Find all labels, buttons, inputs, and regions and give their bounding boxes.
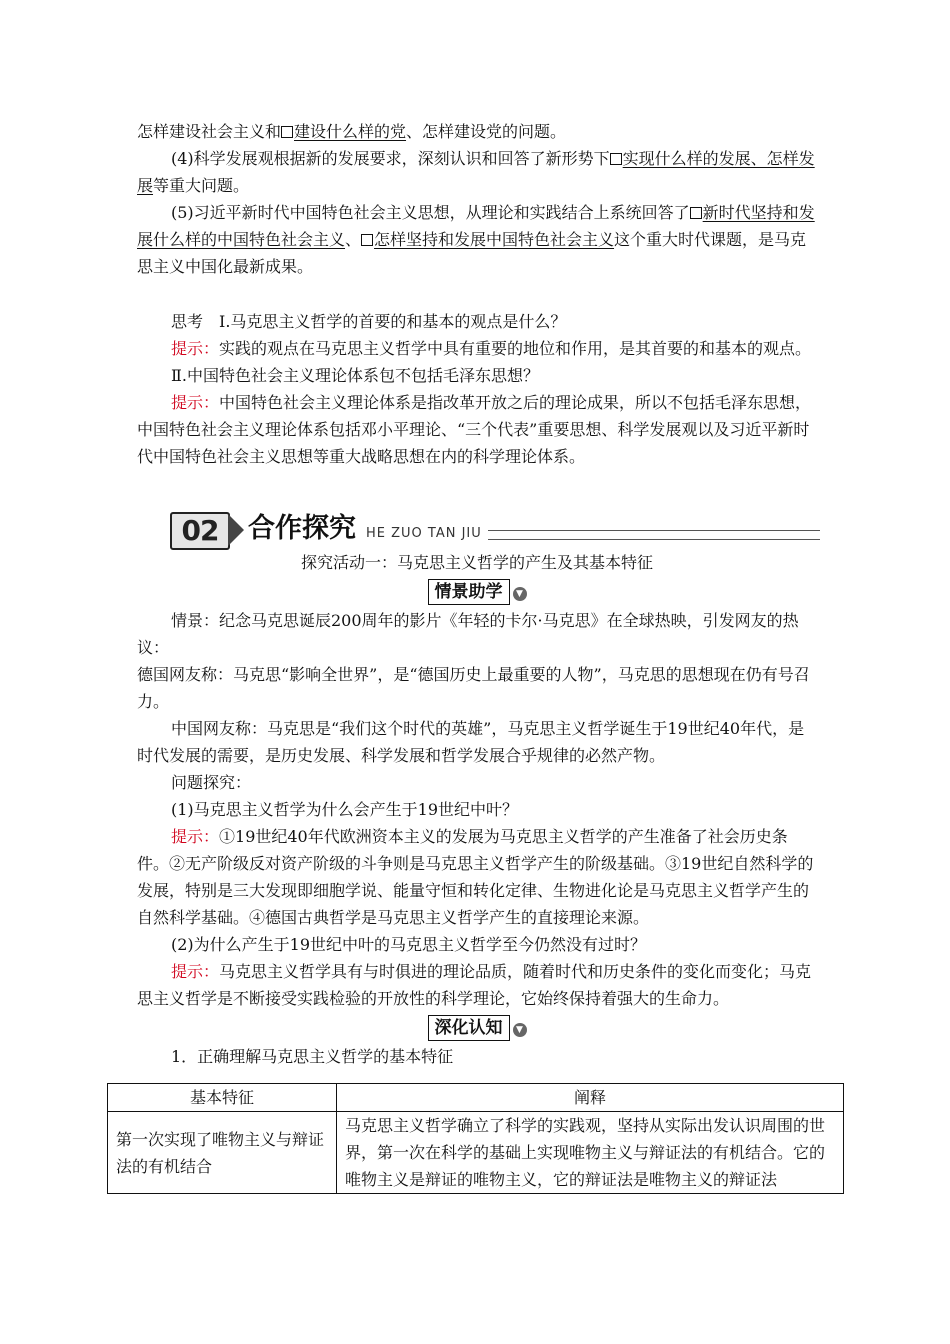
hint-label: 提示： [171, 962, 220, 981]
banner-rule [488, 530, 820, 540]
table-header-cell: 阐释 [337, 1084, 844, 1112]
text-span: ①19世纪40年代欧洲资本主义的发展为马克思主义哲学的产生准备了社会历史条件。②无产阶级反对资产阶级的斗争则是马克思主义哲学产生的阶级基础。③19世纪自然科学的发展，特别是三大发现即细胞学说、能量守恒和转化定律、生物进化论是马克思主义哲学产生的自然科学基础。④德国古典哲学是马克思主义哲学产生的直接理论来源。 [137, 827, 814, 927]
fill-blank-answer [281, 122, 406, 141]
scene-tag: 情景助学 [428, 579, 510, 605]
explore-answer-2 [137, 958, 817, 1012]
explore-answer-1 [137, 823, 817, 931]
tag-row [137, 1014, 817, 1041]
table-header-cell: 基本特征 [108, 1084, 337, 1112]
table-row [108, 1112, 844, 1194]
chevron-down-icon: ▼ [513, 1023, 527, 1037]
text-span: 、 [345, 230, 362, 249]
arrow-icon [228, 514, 244, 546]
explore-question-2: (2)为什么产生于19世纪中叶的马克思主义哲学至今仍然没有过时？ [171, 935, 647, 954]
fill-blank-answer [361, 230, 614, 249]
table-header-row [108, 1084, 844, 1112]
activity-block [137, 549, 817, 1070]
paragraph-3-continued [137, 118, 817, 145]
scene-text: 情景：纪念马克思诞辰200周年的影片《年轻的卡尔·马克思》在全球热映，引发网友的热议： [137, 611, 799, 657]
hint-label: 提示： [171, 827, 220, 846]
blank-box-icon [690, 207, 702, 219]
table-cell: 第一次实现了唯物主义与辩证法的有机结合 [108, 1112, 337, 1194]
tag-row [137, 578, 817, 605]
text-span: (5)习近平新时代中国特色社会主义思想，从理论和实践结合上系统回答了 [171, 203, 690, 222]
explore-question-1: (1)马克思主义哲学为什么会产生于19世纪中叶？ [171, 800, 519, 819]
section-number: 02 [170, 512, 230, 550]
feature-table [107, 1083, 844, 1194]
german-comment: 德国网友称：马克思“影响全世界”，是“德国历史上最重要的人物”，马克思的思想现在仍有号召力。 [137, 665, 810, 711]
paragraph-4 [137, 145, 817, 199]
think-question-1: 思考 Ⅰ.马克思主义哲学的首要的和基本的观点是什么？ [171, 312, 567, 331]
blank-text: 新时代坚持和发展什么样的中国特色社会主义 [137, 203, 815, 249]
hint-label: 提示： [171, 339, 220, 358]
think-answer-2 [137, 389, 817, 470]
think-answer-1 [137, 335, 817, 362]
activity-title: 探究活动一：马克思主义哲学的产生及其基本特征 [300, 553, 653, 572]
hint-label: 提示： [171, 393, 220, 412]
point-heading: 1．正确理解马克思主义哲学的基本特征 [171, 1047, 454, 1066]
table-cell: 马克思主义哲学确立了科学的实践观，坚持从实际出发认识周围的世界，第一次在科学的基础上实现唯物主义与辩证法的有机结合。它的唯物主义是辩证的唯物主义，它的辩证法是唯物主义的辩证法 [337, 1112, 844, 1194]
blank-text: 实现什么样的发展、怎样发展 [137, 149, 815, 195]
upper-text-block [137, 118, 817, 280]
text-span: 中国特色社会主义理论体系是指改革开放之后的理论成果，所以不包括毛泽东思想，中国特色社会主义理论体系包括邓小平理论、“三个代表”重要思想、科学发展观以及习近平新时代中国特色社会主义思想等重大战略思想在内的科学理论体系。 [137, 393, 812, 466]
text-span: (4)科学发展观根据新的发展要求，深刻认识和回答了新形势下 [171, 149, 610, 168]
text-span: 怎样建设社会主义和 [137, 122, 282, 141]
chevron-down-icon: ▼ [513, 587, 527, 601]
paragraph-5 [137, 199, 817, 280]
blank-box-icon [281, 126, 293, 138]
text-span: 马克思主义哲学具有与时俱进的理论品质，随着时代和历史条件的变化而变化；马克思主义哲学是不断接受实践检验的开放性的科学理论，它始终保持着强大的生命力。 [137, 962, 812, 1008]
blank-box-icon [361, 234, 373, 246]
blank-box-icon [610, 153, 622, 165]
blank-text: 怎样坚持和发展中国特色社会主义 [374, 230, 615, 249]
section-title: 合作探究 [248, 513, 356, 544]
text-span: 这个重大时代课题，是马克思主义中国化最新成果。 [137, 230, 807, 276]
text-span: 实践的观点在马克思主义哲学中具有重要的地位和作用，是其首要的和基本的观点。 [219, 339, 812, 358]
think-block [137, 308, 817, 470]
text-span: 等重大问题。 [153, 176, 250, 195]
chinese-comment: 中国网友称：马克思是“我们这个时代的英雄”，马克思主义哲学诞生于19世纪40年代，是时代发展的需要，是历史发展、科学发展和哲学发展合乎规律的必然产物。 [137, 719, 805, 765]
deepen-tag: 深化认知 [428, 1015, 510, 1041]
blank-text: 建设什么样的党 [294, 122, 407, 141]
think-question-2: Ⅱ.中国特色社会主义理论体系包不包括毛泽东思想？ [171, 366, 539, 385]
text-span: 、怎样建设党的问题。 [406, 122, 567, 141]
section-banner [170, 510, 820, 550]
section-pinyin: HE ZUO TAN JIU [366, 526, 482, 541]
explore-label: 问题探究： [171, 773, 252, 792]
